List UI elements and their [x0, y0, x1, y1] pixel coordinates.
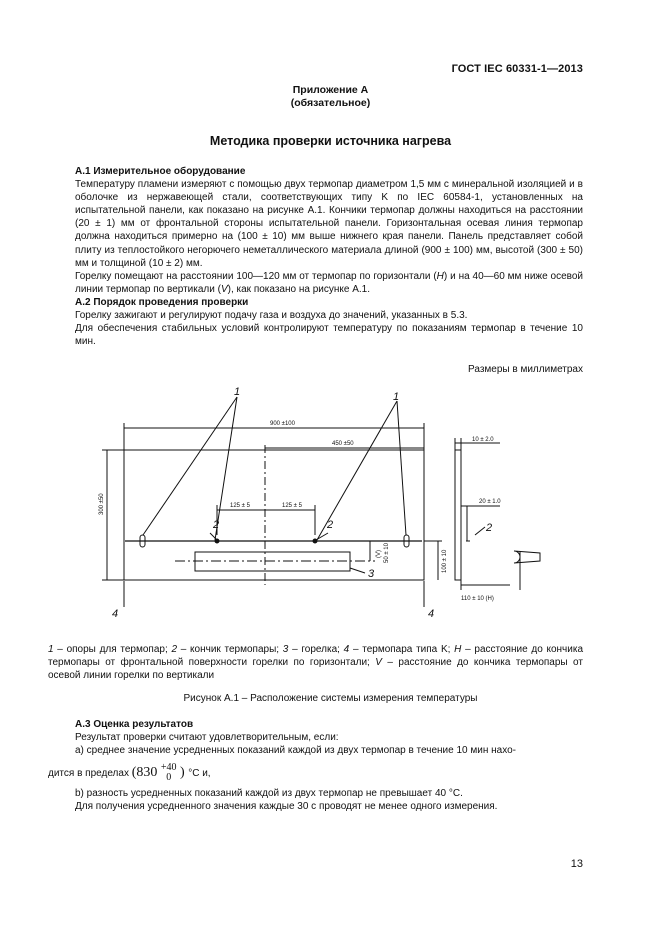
- burner-side-view: [514, 551, 540, 563]
- section-a3-item-b: b) разность усредненных показаний каждой из двух термопар не превышает 40 °С.: [75, 788, 463, 799]
- section-a1-paragraph-2: Горелку помещают на расстоянии 100—120 мм от термопар по горизонтали (H) и на 40—60 мм ниже осевой линии термопар по вертикали (V), как показано на рисунке А.1.: [75, 270, 583, 295]
- label-1-right: 1: [393, 391, 400, 403]
- appendix-heading: [0, 84, 661, 110]
- section-a3-heading: А.3 Оценка результатов: [75, 719, 194, 730]
- document-header: ГОСТ IEC 60331-1—2013: [451, 63, 583, 75]
- label-2-left: 2: [213, 519, 220, 531]
- section-a3: [75, 718, 583, 757]
- dim-20-label: 20 ± 1.0: [479, 499, 501, 505]
- dim-450-label: 450 ±50: [332, 441, 354, 447]
- dim-100-label: 100 ± 10: [442, 549, 448, 573]
- section-a1-a2: [75, 165, 583, 348]
- dim-110-label: 110 ± 10 (H): [461, 596, 494, 602]
- figure-legend: 1 – опоры для термопар; 2 – кончик термопары; 3 – горелка; 4 – термопара типа K; H – расстояние до кончика термопары от фронтальной поверхности горелки по горизонтали; V – расстояние до кончика термопары от осевой линии горелки по вертикали: [48, 644, 584, 682]
- dim-50-label: 50 ± 10: [384, 543, 390, 563]
- label-4-left: 4: [112, 608, 119, 620]
- section-a1-paragraph-1: Температуру пламени измеряют с помощью двух термопар диаметром 1,5 мм с минеральной изоляцией и в оболочке из нержавеющей стали, соответствующих типу K по IEC 60584-1, установленных на испытательной панели, как показано на рисунке А.1. Кончики термопар должны находиться на расстоянии (20 ± 1) мм от фронтальной стороны испытательной панели. Горизонтальная осевая линия термопар должна находиться примерно на (100 ± 10) мм выше нижнего края панели. Панель представляет собой плиту из теплостойкого негорючего неметаллического материала длиной (900 ± 100) мм, высотой (300 ± 50) мм и толщиной (10 ± 2) мм.: [75, 179, 583, 269]
- section-a3-note: Для получения усредненного значения каждые 30 с проводят не менее одного измерения.: [75, 801, 498, 813]
- dim-v-label: (V): [376, 550, 382, 558]
- figure-a1-diagram: [100, 385, 560, 620]
- label-3: 3: [368, 568, 375, 580]
- page-number: 13: [570, 858, 583, 870]
- section-a3-paragraph-1: Результат проверки считают удовлетворительным, если:: [75, 732, 339, 744]
- figure-title: Рисунок А.1 – Расположение системы измерения температуры: [183, 693, 478, 704]
- section-a3-rest: [75, 787, 583, 813]
- dimensions-note: Размеры в миллиметрах: [468, 364, 583, 375]
- label-1-left: 1: [234, 386, 241, 398]
- section-a2-paragraph-1: Горелку зажигают и регулируют подачу газа и воздуха до значений, указанных в 5.3.: [75, 310, 468, 322]
- temperature-formula: (830 +40 0 ): [131, 761, 185, 783]
- appendix-label: Приложение А: [292, 84, 369, 96]
- dim-10-label: 10 ± 2.0: [472, 437, 494, 443]
- dim-300-label: 300 ±50: [99, 493, 105, 515]
- section-a2-heading: А.2 Порядок проведения проверки: [75, 296, 249, 308]
- page-title: Методика проверки источника нагрева: [209, 134, 452, 148]
- dim-900-label: 900 ±100: [270, 421, 295, 427]
- section-a3-formula-line: дится в пределах (830 +40 0 ) °С и,: [48, 761, 211, 783]
- label-4-right: 4: [428, 608, 435, 620]
- label-2-side: 2: [486, 522, 493, 534]
- panel-side-view: [455, 450, 461, 580]
- label-2-right: 2: [327, 519, 334, 531]
- dim-125a-label: 125 ± 5: [230, 503, 250, 509]
- section-a1-heading: А.1 Измерительное оборудование: [75, 166, 246, 177]
- section-a2-paragraph-2: Для обеспечения стабильных условий контролируют температуру по показаниям термопар в течение 10 мин.: [75, 323, 583, 348]
- appendix-status: (обязательное): [290, 97, 371, 109]
- dim-125b-label: 125 ± 5: [282, 503, 302, 509]
- section-a3-item-a: а) среднее значение усредненных показаний каждой из двух термопар в течение 10 мин нахо-: [75, 745, 517, 757]
